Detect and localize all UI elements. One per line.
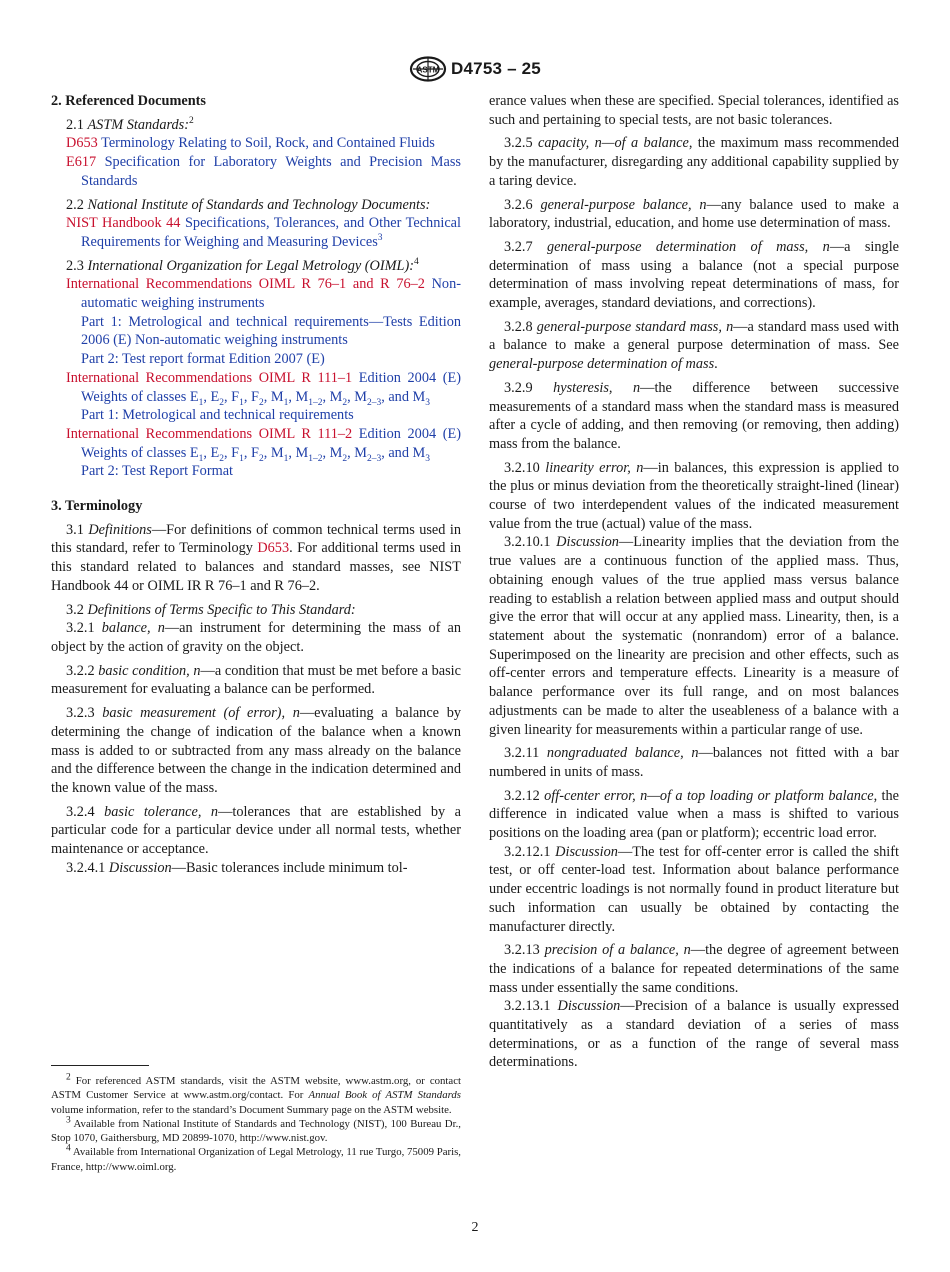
definition: 3.2.6 general-purpose balance, n—any balance used to make a laboratory, industrial, education, and home use determination of mass.: [489, 196, 899, 232]
reference-subitem: Part 1: Metrological and technical requirements: [81, 407, 354, 424]
reference-link[interactable]: E617: [66, 154, 97, 171]
discussion: 3.2.10.1 Discussion—Linearity implies that the deviation from the true values are a continuous function of the applied mass. Thus, obtaining enough values of the true applied mass versus balance reading to establish a relation between applied mass and output should give the error that will occur at any applied mass. Linearity, then, is a statement about the systematic (nonrandom) error of a balance. Superimposed on the linearity are precision and other effects, such as off-center errors and temperature effects. Linearity is a measure of balance performance over its full range, and on most balances adjustments can be made to alter the useableness of a balance with a given linearity for measurements within a particular range of use.: [489, 534, 900, 738]
discussion: 3.2.12.1 Discussion—The test for off-center error is called the shift test, or off center-load test. Information about balance performance under eccentric loadings is not normally found in product literature but such information can usually be obtained by contacting the manufacturer directly.: [489, 843, 899, 935]
reference-item: International Recommendations OIML R 111–1 Edition 2004 (E) Weights of classes $E_1$, $E_2$, $F_1$, $F_2$, $M_1$, $M_{1-2}$, $M_2$, $M_{2-3}$, and $M_3$: [66, 369, 461, 408]
footnote: $^4$ Available from International Organization of Legal Metrology, 11 rue Turgo, 75009 Paris, France, http://www.oiml.org.: [51, 1143, 461, 1173]
reference-item: E617 Specification for Laboratory Weights and Precision Mass Standards: [66, 154, 461, 189]
definition: 3.2.4 basic tolerance, n—tolerances that are established by a particular code for a particular device under all normal tests, whether maintenance or acceptance.: [51, 803, 461, 858]
discussion: 3.2.13.1 Discussion—Precision of a balance is usually expressed quantitatively as a standard deviation of a series of mass determinations, or as a function of the range of several mass determinations.: [489, 998, 899, 1071]
reference-link[interactable]: International Recommendations OIML R 111–1: [66, 369, 353, 386]
svg-text:ASTM: ASTM: [416, 65, 440, 75]
reference-item: NIST Handbook 44 Specifications, Tolerances, and Other Technical Requirements for Weighing and Measuring Devices$^3$: [66, 215, 461, 250]
definition: 3.2.3 basic measurement (of error), n—evaluating a balance by determining the change of indication of the balance when a known mass is added to or subtracted from any mass already on the balance and the difference between the change in the indication determined and the known value of the mass.: [51, 705, 461, 796]
footnotes: [51, 1074, 461, 1174]
subsection-heading: 3.2 Definitions of Terms Specific to This Standard:: [66, 601, 356, 618]
subsection-heading: 2.2 National Institute of Standards and Technology Documents:: [66, 196, 431, 213]
reference-item: International Recommendations OIML R 76–1 and R 76–2 Non-automatic weighing instruments: [66, 276, 461, 312]
reference-subitem: Part 2: Test report format Edition 2007 (E): [81, 351, 325, 368]
document-code: D4753 – 25: [451, 59, 541, 78]
footnote-divider: [51, 1065, 149, 1066]
footnote: $^2$ For referenced ASTM standards, visit the ASTM website, www.astm.org, or contact ASTM Customer Service at www.astm.org/contact. For Annual Book of ASTM Standards volume information, refer to the standard’s Document Summary page on the ASTM website.: [51, 1072, 461, 1116]
definition: 3.2.1 balance, n—an instrument for determining the mass of an object by the action of gravity on the object.: [51, 620, 461, 655]
definition: 3.2.10 linearity error, n—in balances, this expression is applied to the plus or minus deviation from the theoretically straight-lined (linear) course of two interdependent values of the indicated measurement value from the true (actual) value of the mass.: [489, 459, 899, 532]
left-column: [51, 92, 461, 877]
definition: 3.2.9 hysteresis, n—the difference between successive measurements of a standard mass when the standard mass is measured after a cycle of adding, and then removing (or removing, then adding) mass from the balance.: [489, 379, 899, 452]
paragraph: 3.1 Definitions—For definitions of common technical terms used in this standard, refer to Terminology D653. For additional terms used in this standard related to balances and standard masses, see NIST Handbook 44 or OIML IR R 76–1 and R 76–2.: [51, 521, 461, 594]
subsection-heading: 2.1 ASTM Standards:$^2$: [66, 115, 194, 133]
reference-link[interactable]: D653: [257, 540, 290, 557]
page-header: [0, 56, 950, 87]
definition: 3.2.13 precision of a balance, n—the degree of agreement between the indications of a balance for repeated determinations of the same mass under essentially the same conditions.: [489, 942, 899, 996]
reference-link[interactable]: International Recommendations OIML R 76–1 and R 76–2: [66, 276, 425, 293]
definition: 3.2.11 nongraduated balance, n—balances not fitted with a bar numbered in units of mass.: [489, 745, 899, 780]
footnote: $^3$ Available from National Institute of Standards and Technology (NIST), 100 Bureau Dr., Stop 1070, Gaithersburg, MD 20899-1070, http://www.nist.gov.: [51, 1115, 461, 1145]
reference-item: International Recommendations OIML R 111–2 Edition 2004 (E) Weights of classes $E_1$, $E_2$, $F_1$, $F_2$, $M_1$, $M_{1-2}$, $M_2$, $M_{2-3}$, and $M_3$: [66, 425, 461, 464]
reference-subitem: Part 1: Metrological and technical requirements—Tests Edition 2006 (E) Non-automatic weighing instruments: [81, 313, 461, 349]
definition: 3.2.7 general-purpose determination of mass, n—a single determination of mass using a balance (not a special purpose determination of mass involving repeat determinations of mass, for example, averages, standard deviations, and corrections).: [489, 238, 900, 312]
astm-logo-icon: [409, 56, 447, 82]
reference-item: D653 Terminology Relating to Soil, Rock, and Contained Fluids: [66, 135, 435, 152]
definition: 3.2.5 capacity, n—of a balance, the maximum mass recommended by the manufacturer, disregarding any additional capability supplied by a taring device.: [489, 135, 900, 189]
reference-subitem: Part 2: Test Report Format: [81, 463, 234, 480]
right-column: [489, 92, 899, 1072]
subsection-heading: 2.3 International Organization for Legal Metrology (OIML):$^4$: [66, 256, 419, 274]
page-number: 2: [471, 1220, 479, 1235]
definition: 3.2.2 basic condition, n—a condition that must be met before a basic measurement for evaluating a balance can be performed.: [51, 662, 462, 698]
discussion: 3.2.4.1 Discussion—Basic tolerances include minimum tol-: [66, 859, 408, 876]
reference-link[interactable]: D653: [66, 135, 98, 152]
reference-link[interactable]: NIST Handbook 44: [66, 215, 181, 232]
reference-link[interactable]: International Recommendations OIML R 111–2: [66, 425, 353, 442]
paragraph: erance values when these are specified. Special tolerances, identified as such and pertaining to special tests, are not basic tolerances.: [489, 93, 899, 128]
definition: 3.2.8 general-purpose standard mass, n—a standard mass used with a balance to make a general purpose determination of mass. See general-purpose determination of mass.: [489, 318, 899, 373]
section-heading: 2. Referenced Documents: [51, 93, 206, 109]
definition: 3.2.12 off-center error, n—of a top loading or platform balance, the difference in indicated value when a mass is shifted to various positions on the loading area (pan or platform); eccentric load error.: [489, 787, 900, 842]
section-heading: 3. Terminology: [51, 498, 143, 515]
